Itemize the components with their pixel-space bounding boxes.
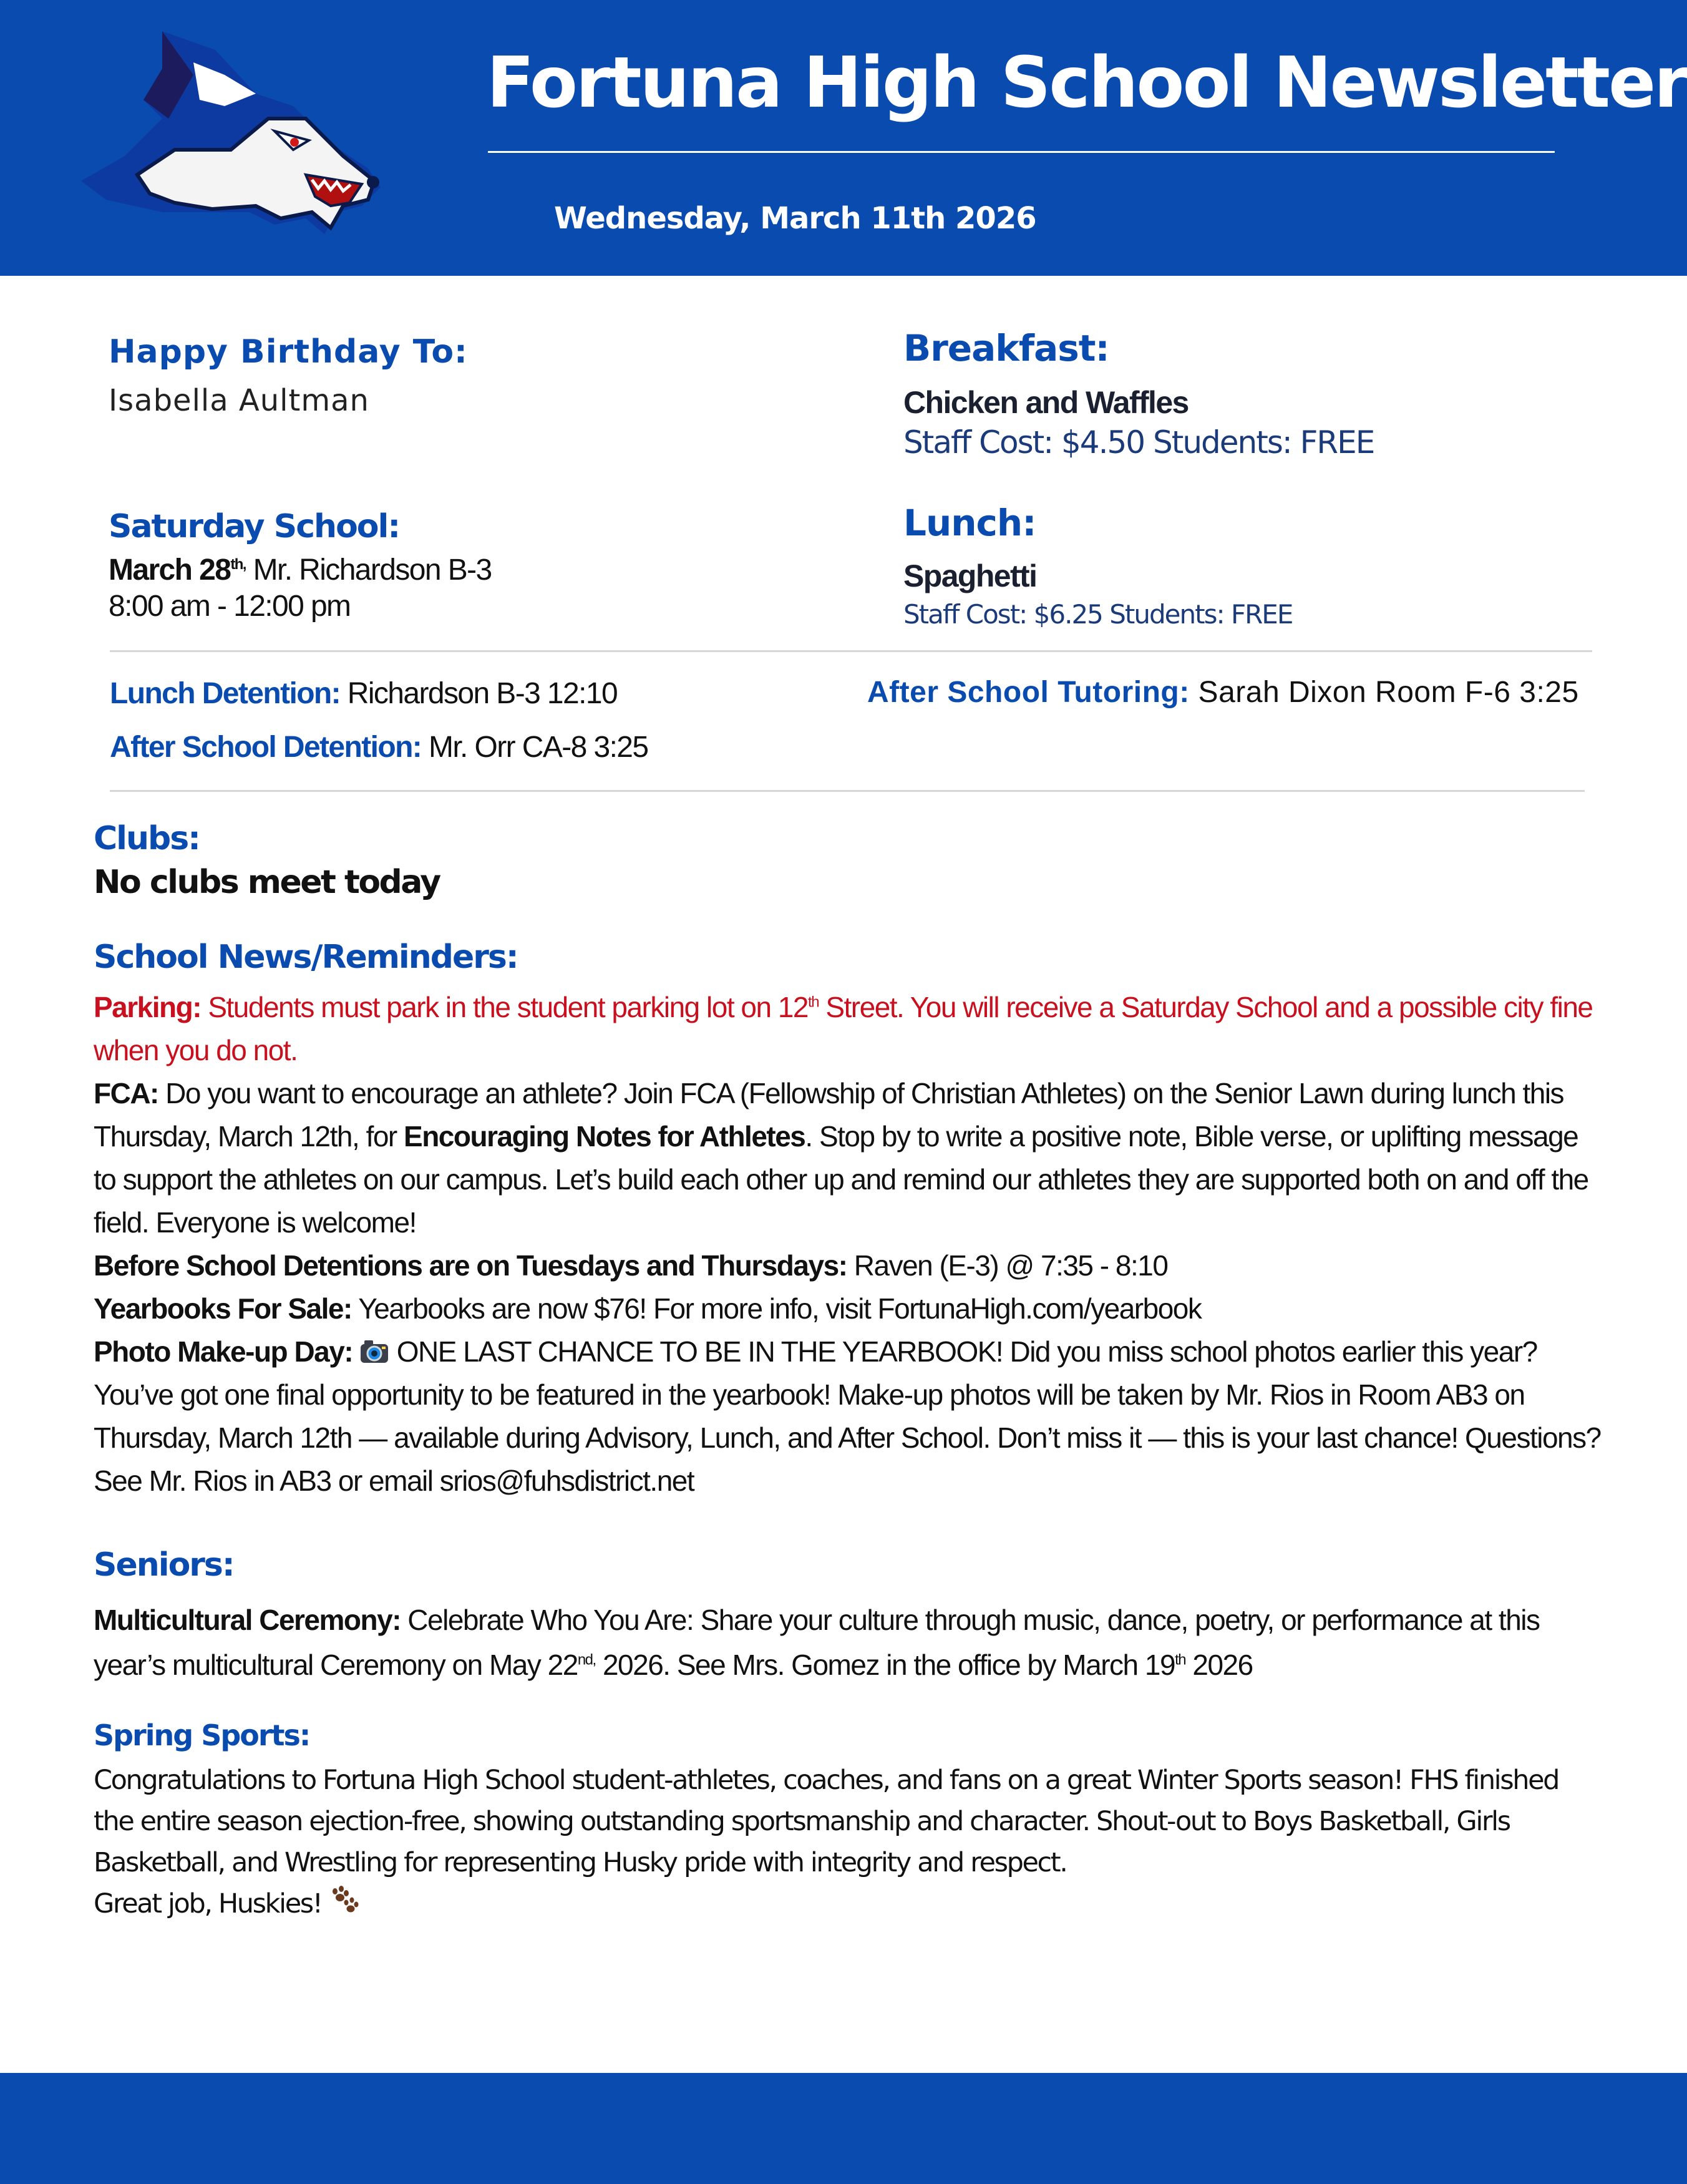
fca-label: FCA: xyxy=(94,1077,158,1109)
header-banner xyxy=(0,0,1687,276)
lunch-item: Spaghetti xyxy=(903,558,1037,593)
lunch-detention-label: Lunch Detention: xyxy=(110,677,341,710)
after-school-detention-label: After School Detention: xyxy=(110,731,422,764)
spring-sports-closing xyxy=(94,1883,1603,1924)
lunch-detention-value: Richardson B-3 12:10 xyxy=(340,677,618,710)
parking-ordinal: th xyxy=(808,993,819,1011)
multicultural-ceremony xyxy=(94,1597,1603,1687)
fca-text-1: Do you want to encourage an athlete? Join FCA (Fellowship of Christian Athletes) on the Senior Lawn during lunch this Thursday, March 12th, for xyxy=(94,1077,1564,1153)
before-school-detention-label: Before School Detentions are on Tuesdays and Thursdays: xyxy=(94,1249,847,1282)
saturday-school-time: 8:00 am - 12:00 pm xyxy=(109,590,351,623)
lunch-cost: Staff Cost: $6.25 Students: FREE xyxy=(903,599,1293,630)
parking-text-1: Students must park in the student parking lot on 12 xyxy=(201,991,809,1023)
multicultural-ordinal-1: nd, xyxy=(577,1651,596,1669)
parking-label: Parking: xyxy=(94,991,202,1023)
news-body xyxy=(94,986,1603,1503)
saturday-school-teacher: Mr. Richardson B-3 xyxy=(245,553,492,587)
multicultural-text-2: 2026. See Mrs. Gomez in the office by March 19 xyxy=(595,1649,1175,1681)
photo-text: ONE LAST CHANCE TO BE IN THE YEARBOOK! Did you miss school photos earlier this year? You’ve got one final opportunity to be featured in the yearbook! Make-up photos will be taken by Mr. Rios in Room AB3 on Thursday, March 12th — available during Advisory, Lunch, and After School. Don’t miss it — this is your last chance! Questions? See Mr. Rios in AB3 or email srios@fuhsdistrict.net xyxy=(94,1335,1601,1497)
newsletter-title: Fortuna High School Newsletter xyxy=(487,42,1687,124)
birthday-heading: Happy Birthday To: xyxy=(109,333,468,371)
spring-sports-text: Congratulations to Fortuna High School student-athletes, coaches, and fans on a great Winter Sports season! FHS finished the entire season ejection-free, showing outstanding sportsmanship and character. Shout-out to Boys Basketball, Girls Basketball, and Wrestling for representing Husky pride with integrity and respect. xyxy=(94,1765,1559,1878)
lunch-heading: Lunch: xyxy=(903,502,1036,544)
parking-reminder xyxy=(94,986,1603,1072)
birthday-name: Isabella Aultman xyxy=(109,383,369,418)
clubs-heading: Clubs: xyxy=(94,820,200,857)
lunch-detention xyxy=(110,676,617,711)
before-school-detention xyxy=(94,1244,1603,1287)
paw-prints-icon xyxy=(329,1885,360,1915)
tutoring-label: After School Tutoring: xyxy=(867,676,1190,709)
saturday-school-date: March 28 xyxy=(109,553,231,587)
fca-text-2: . Stop by to write a positive note, Bible verse, or uplifting message to support the athletes on our campus. Let’s build each other up and remind our athletes they are supported both on and off the field. Everyone is welcome! xyxy=(94,1120,1588,1239)
fca-event-name: Encouraging Notes for Athletes xyxy=(404,1120,805,1153)
breakfast-cost: Staff Cost: $4.50 Students: FREE xyxy=(903,424,1374,461)
after-school-detention-value: Mr. Orr CA-8 3:25 xyxy=(421,731,648,764)
yearbook-text: Yearbooks are now $76! For more info, visit FortunaHigh.com/yearbook xyxy=(351,1292,1202,1325)
photo-label: Photo Make-up Day: xyxy=(94,1335,353,1368)
section-divider-bottom xyxy=(110,790,1585,792)
tutoring-value: Sarah Dixon Room F-6 3:25 xyxy=(1189,676,1579,709)
multicultural-text-1: Celebrate Who You Are: Share your culture through music, dance, poetry, or performance at this year’s multicultural Ceremony on May 22 xyxy=(94,1604,1540,1681)
breakfast-item: Chicken and Waffles xyxy=(903,385,1189,420)
multicultural-text-3: 2026 xyxy=(1185,1649,1253,1681)
multicultural-label: Multicultural Ceremony: xyxy=(94,1604,401,1636)
multicultural-ordinal-2: th xyxy=(1175,1651,1186,1669)
husky-mascot-logo xyxy=(69,25,393,250)
clubs-text: No clubs meet today xyxy=(94,864,440,901)
yearbook-label: Yearbooks For Sale: xyxy=(94,1292,352,1325)
seniors-heading: Seniors: xyxy=(94,1546,234,1584)
after-school-tutoring xyxy=(867,675,1579,709)
before-school-detention-text: Raven (E-3) @ 7:35 - 8:10 xyxy=(847,1249,1168,1282)
after-school-detention xyxy=(110,730,648,764)
breakfast-heading: Breakfast: xyxy=(903,327,1109,369)
saturday-school-heading: Saturday School: xyxy=(109,508,400,545)
fca-reminder xyxy=(94,1072,1603,1244)
saturday-school-date-suffix: th, xyxy=(230,556,246,573)
camera-icon xyxy=(359,1338,389,1364)
news-heading: School News/Reminders: xyxy=(94,938,518,976)
newsletter-date: Wednesday, March 11th 2026 xyxy=(554,201,1036,236)
spring-sports-body xyxy=(94,1760,1603,1924)
photo-makeup-day xyxy=(94,1330,1603,1503)
footer-banner xyxy=(0,2073,1687,2184)
title-divider xyxy=(488,151,1555,153)
yearbook-sale xyxy=(94,1287,1603,1330)
spring-sports-closing-text: Great job, Huskies! xyxy=(94,1888,329,1919)
spring-sports-heading: Spring Sports: xyxy=(94,1718,310,1752)
saturday-school-details xyxy=(109,553,492,587)
parking-text-2: Street. You will receive a Saturday School and a possible city fine when you do not. xyxy=(94,991,1593,1066)
section-divider-top xyxy=(110,650,1592,652)
